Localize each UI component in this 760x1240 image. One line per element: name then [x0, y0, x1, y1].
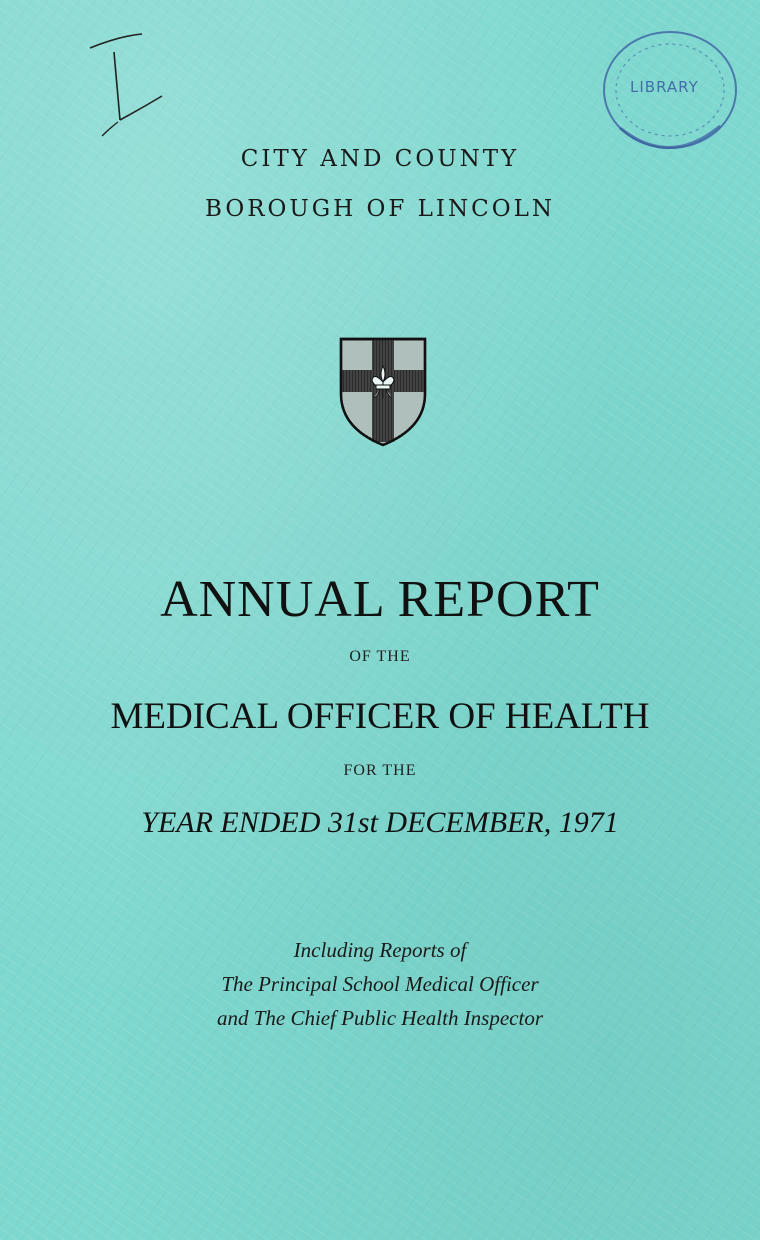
title-medical-officer: MEDICAL OFFICER OF HEALTH	[110, 696, 650, 737]
title-annual-report: ANNUAL REPORT	[160, 571, 600, 628]
handwritten-numeral-mark	[80, 28, 180, 148]
library-stamp	[590, 18, 740, 158]
header-borough: BOROUGH OF LINCOLN	[205, 196, 555, 222]
year-ended-line: YEAR ENDED 31st DECEMBER, 1971	[141, 806, 619, 839]
includes-line-3: and The Chief Public Health Inspector	[216, 1006, 544, 1030]
header-city-county: CITY AND COUNTY	[240, 146, 520, 172]
connector-for-the: FOR THE	[343, 762, 417, 779]
stamp-label: LIBRARY	[630, 78, 699, 96]
connector-of-the: OF THE	[349, 648, 411, 665]
includes-line-2: The Principal School Medical Officer	[221, 972, 539, 996]
shield-cross-fleur-de-lis-icon	[338, 336, 428, 448]
includes-line-1: Including Reports of	[293, 938, 467, 962]
